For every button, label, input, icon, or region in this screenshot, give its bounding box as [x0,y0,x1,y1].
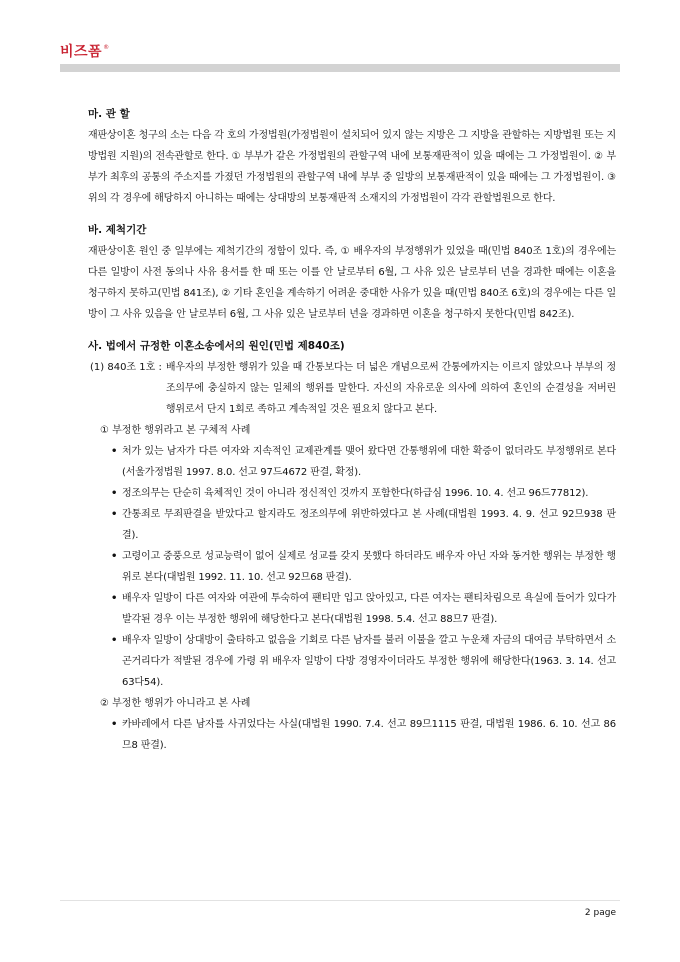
subsection-non-infidelity-cases [100,693,616,756]
infidelity-case-list [100,441,616,693]
cause-item-1-label: (1) 840조 1호 : [90,362,162,373]
subsection-title-non-infidelity-cases: ② 부정한 행위가 아니라고 본 사례 [100,698,251,709]
section-gap [88,325,616,336]
section-jurisdiction [88,104,616,209]
section-gap [88,209,616,220]
section-exclusion-period [88,220,616,325]
cause-item-1-text: 배우자의 부정한 행위가 있을 때 간통보다는 더 넓은 개념으로써 간통에까지는 이르지 않았으나 부부의 정조의무에 충실하지 않는 일체의 행위를 말한다. 자신의 자유로운 의사에 의하여 혼인의 순결성을 저버린 행위로서 단지 1회로 족하고 계속적일 것은 필요치 않다고 본다. [165,362,616,415]
case-item: • 배우자 일방이 상대방이 출타하고 없음을 기회로 다른 남자를 불러 이불을 깔고 누운채 자금의 대여금 부탁하면서 소곤거리다가 적발된 경우에 가령 위 배우자 일방이 다방 경영자이더라도 부정한 행위에 해당한다(1963. 3. 14. 선고 63다54). [122,630,616,693]
section-title-jurisdiction: 마. 관 할 [88,108,130,120]
case-item: • 정조의무는 단순히 육체적인 것이 아니라 정신적인 것까지 포함한다(하급심 1996. 10. 4. 선고 96드77812). [122,483,616,504]
page-number: 2 page [584,908,616,918]
paragraph-jurisdiction: 재판상이혼 청구의 소는 다음 각 호의 가정법원(가정법원이 설치되어 있지 않는 지방은 그 지방을 관할하는 지방법원 또는 지방법원 지원)의 전속관할로 한다. ① 부부가 같은 가정법원의 관할구역 내에 보통재판적이 있을 때에는 그 가정법원이. ② 부부가 최후의 공통의 주소지를 가졌던 가정법원의 관할구역 내에 부부 중 일방의 보통재판적이 있을 때에는 그 가정법원이. ③ 위의 각 경우에 해당하지 아니하는 때에는 상대방의 보통재판적 소재지의 가정법원이 각각 관할법원으로 한다. [88,130,616,204]
non-infidelity-case-list [100,714,616,756]
document-body [88,104,616,756]
case-item: • 카바레에서 다른 남자를 사귀었다는 사실(대법원 1990. 7.4. 선고 89므1115 판결, 대법원 1986. 6. 10. 선고 86므8 판결). [122,714,616,756]
case-item: • 간통죄로 무죄판결을 받았다고 할지라도 정조의무에 위반하였다고 본 사례(대법원 1993. 4. 9. 선고 92므938 판결). [122,504,616,546]
paragraph-exclusion-period: 재판상이혼 원인 중 일부에는 제척기간의 정함이 있다. 즉, ① 배우자의 부정행위가 있었을 때(민법 840조 1호)의 경우에는 다른 일방이 사전 동의나 사유 용서를 한 때 또는 이를 안 날로부터 6월, 그 사유 있은 날로부터 년을 경과한 때에는 이혼을 청구하지 못하고(민법 841조), ② 기타 혼인을 계속하기 어려운 중대한 사유가 있을 때(민법 840조 6호)의 경우에는 다른 일방이 그 사유 있음을 안 날로부터 6월, 그 사유 있은 날로부터 년을 경과하면 이혼을 청구하지 못한다(민법 842조). [88,246,616,320]
logo-text: 비즈폼 [60,44,103,60]
footer-rule [60,900,620,901]
case-item: • 처가 있는 남자가 다른 여자와 지속적인 교제관계를 맺어 왔다면 간통행위에 대한 확증이 없더라도 부정행위로 본다(서울가정법원 1997. 8.0. 선고 97드4672 판결, 확정). [122,441,616,483]
subsection-infidelity-cases [100,420,616,693]
section-title-divorce-causes: 사. 법에서 규정한 이혼소송에서의 원인(민법 제840조) [88,340,345,352]
case-item: • 배우자 일방이 다른 여자와 여관에 투숙하여 팬티만 입고 앉아있고, 다른 여자는 팬티차림으로 욕실에 들어가 있다가 발각된 경우 이는 부정한 행위에 해당한다고 본다(대법원 1998. 5.4. 선고 88므7 판결). [122,588,616,630]
section-divorce-causes [88,336,616,756]
section-title-exclusion-period: 바. 제척기간 [88,224,147,236]
registered-mark: ® [103,44,110,51]
bizform-logo [60,44,109,62]
subsection-title-infidelity-cases: ① 부정한 행위라고 본 구체적 사례 [100,425,251,436]
case-item: • 고령이고 중풍으로 성교능력이 없어 실제로 성교를 갖지 못했다 하더라도 배우자 아닌 자와 동거한 행위는 부정한 행위로 본다(대법원 1992. 11. 10. 선고 92므68 판결). [122,546,616,588]
header-bar [60,64,620,72]
cause-item-1 [90,357,616,420]
